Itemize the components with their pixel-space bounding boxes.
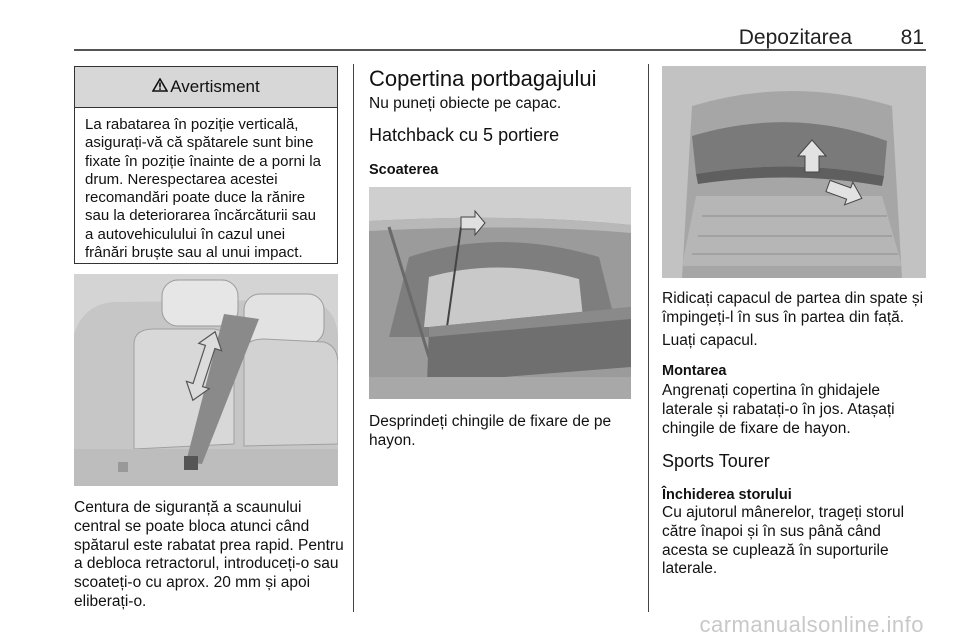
warning-title: Avertisment [170,77,260,96]
warning-triangle-icon [152,78,168,96]
rear-seat-belt-illustration [74,274,338,486]
montarea-heading: Montarea [662,363,727,379]
warning-box [74,66,338,264]
montarea-text: Angrenați copertina în ghidajele laterale și rabatați-o în jos. Atașați chingile de fixare de hayon. [662,382,895,437]
section-title: Copertina portbagajului [369,66,597,91]
page-number: 81 [900,26,924,49]
tailgate-caption: Desprindeți chingile de fixare de pe hayon. [369,413,612,449]
tailgate-strap-illustration [369,187,631,399]
inchiderea-heading: Închiderea storului [662,487,792,503]
column-divider-1 [353,64,354,612]
sports-tourer-heading: Sports Tourer [662,451,770,471]
watermark: carmanualsonline.info [699,612,924,637]
take-cover-caption: Luați capacul. [662,332,758,349]
inchiderea-text: Cu ajutorul mânerelor, trageți storul către înapoi și în sus până când acesta se cuplează în suporturile laterale. [662,504,905,578]
cargo-cover-illustration [662,66,926,278]
lift-cover-caption: Ridicați capacul de partea din spate și împingeți-l în sus în partea din față. [662,290,924,326]
warning-text: La rabatarea în poziție verticală, asigurați-vă că spătarele sunt bine fixate în poziție înainte de a porni la drum. Nerespectarea acestei recomandări poate duce la rănire sau la deteriorarea încărcăturii sau a autovehiculului în cazul unei frânări bruște sau al unui impact. [85,116,321,262]
page-header-title: Depozitarea [738,26,852,49]
section-intro: Nu puneți obiecte pe capac. [369,95,562,112]
hatchback-subtitle: Hatchback cu 5 portiere [369,125,560,145]
warning-header [75,67,337,108]
seat-belt-caption: Centura de siguranță a scaunului central se poate bloca atunci când spătarul este rabatat prea rapid. Pentru a debloca retractorul, introduceți-o sau scoateți-o cu aprox. 20 mm și apoi eliberați-o. [74,499,344,610]
scoaterea-heading: Scoaterea [369,162,439,178]
column-divider-2 [648,64,649,612]
header-divider [74,49,926,51]
